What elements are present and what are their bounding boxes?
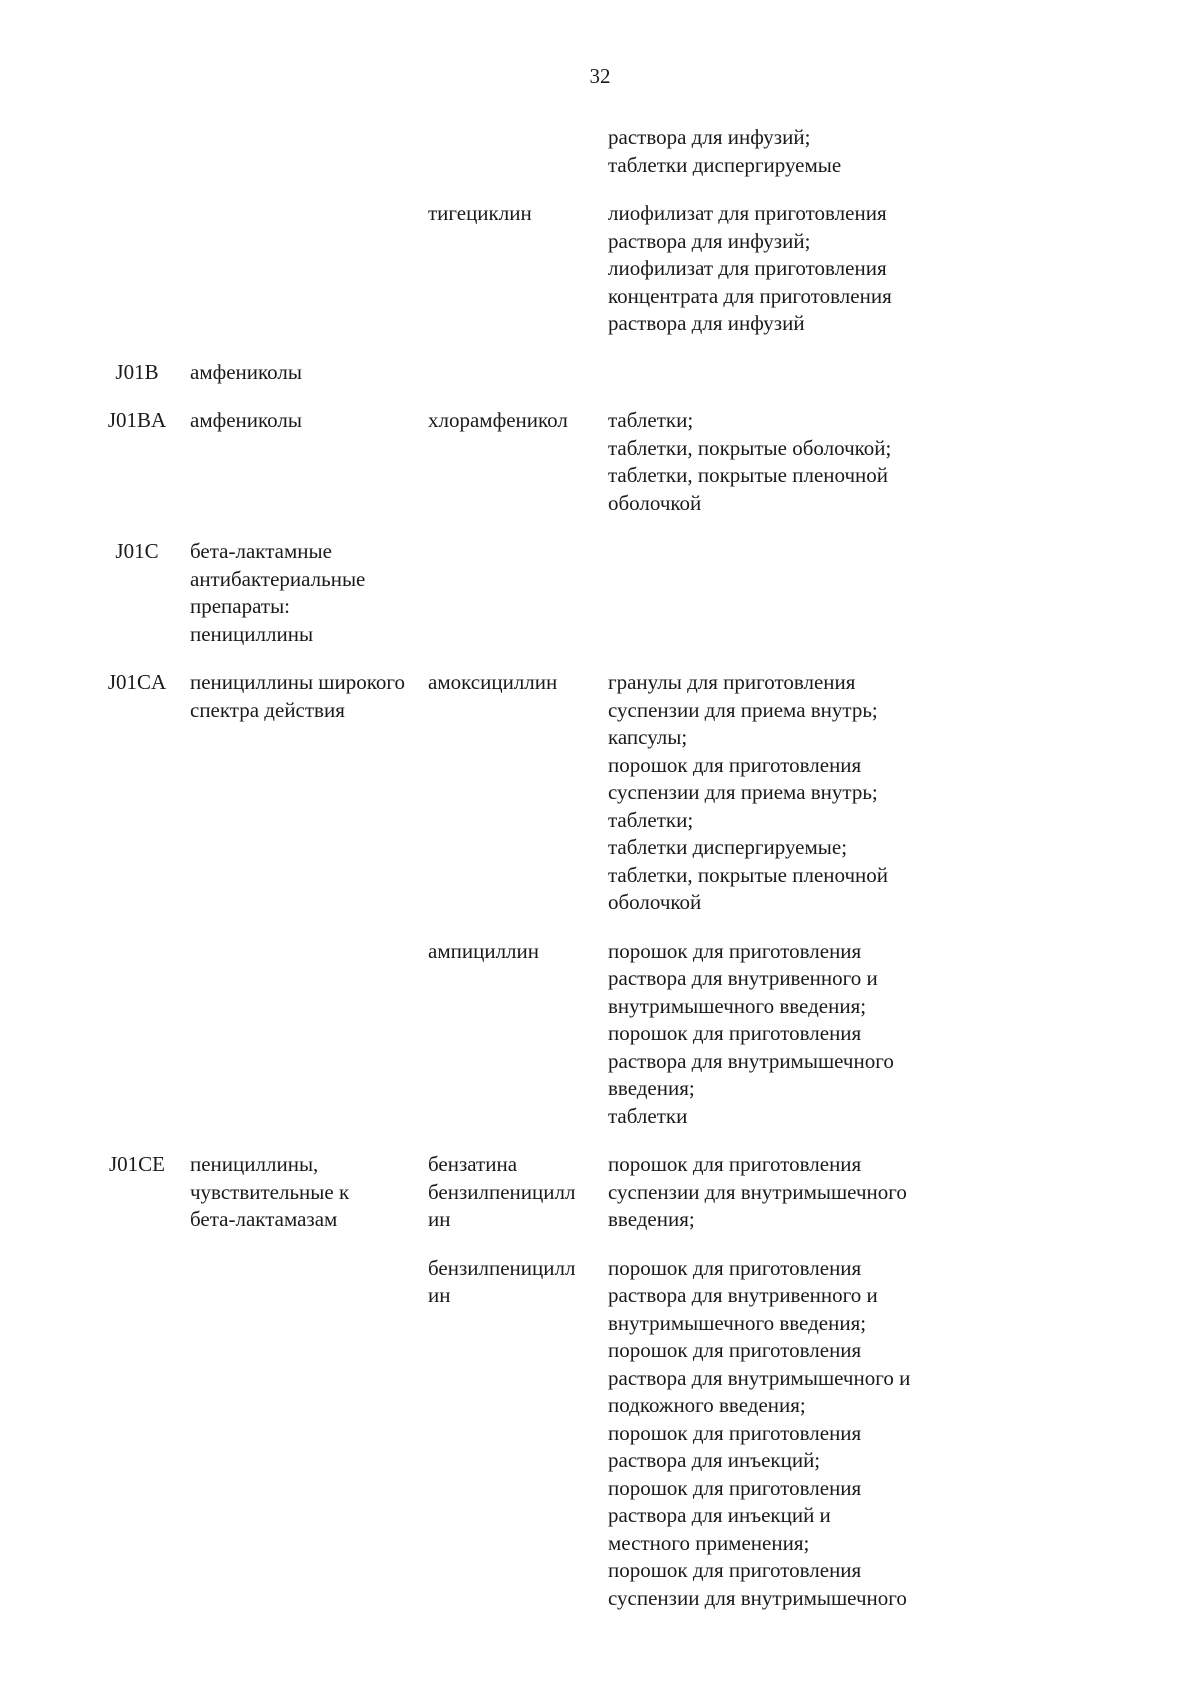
atc-group-name: амфениколы	[190, 359, 302, 384]
atc-code: J01C	[115, 539, 159, 563]
table-row	[0, 538, 1200, 648]
dosage-forms: порошок для приготовления раствора для внутривенного и внутримышечного введения; порошок для приготовления раствора для внутримышечного и подкожного введения; порошок для приготовления раствора для инъекций; порошок для приготовления раствора для инъекций и местного применения; порошок для приготовления суспензии для внутримышечного	[608, 1255, 911, 1610]
dosage-forms: лиофилизат для приготовления раствора для инфузий; лиофилизат для приготовления концентрата для приготовления раствора для инфузий	[608, 201, 892, 335]
drug-name: бензатина бензилпеницилл ин	[428, 1152, 576, 1231]
table-row	[0, 124, 1200, 179]
table-row	[0, 669, 1200, 917]
atc-code: J01CA	[107, 670, 167, 694]
drug-name: тигециклин	[428, 201, 532, 225]
atc-group-name: пенициллины, чувствительные к бета-лактамазам	[190, 1152, 350, 1231]
atc-group-name: пенициллины широкого спектра действия	[190, 670, 405, 722]
dosage-forms: раствора для инфузий; таблетки диспергируемые	[608, 125, 842, 177]
dosage-forms: порошок для приготовления раствора для внутривенного и внутримышечного введения; порошок для приготовления раствора для внутримышечного введения; таблетки	[608, 938, 894, 1128]
drug-name: ампициллин	[428, 938, 539, 963]
table-row	[0, 200, 1200, 338]
dosage-forms: таблетки; таблетки, покрытые оболочкой; таблетки, покрытые пленочной оболочкой	[608, 408, 892, 515]
drug-table	[0, 124, 1200, 1633]
atc-code: J01B	[115, 359, 159, 384]
drug-name: бензилпеницилл ин	[428, 1255, 576, 1307]
table-row	[0, 359, 1200, 387]
page-number: 32	[589, 64, 611, 88]
atc-group-name: амфениколы	[190, 408, 302, 432]
table-row	[0, 407, 1200, 517]
table-row	[0, 1255, 1200, 1613]
atc-code: J01BA	[107, 408, 167, 432]
drug-name: амоксициллин	[428, 670, 558, 694]
table-row	[0, 938, 1200, 1131]
atc-code: J01CE	[108, 1152, 165, 1176]
atc-group-name: бета-лактамные антибактериальные препараты: пенициллины	[190, 539, 366, 646]
table-row	[0, 1151, 1200, 1234]
dosage-forms: порошок для приготовления суспензии для внутримышечного введения;	[608, 1152, 907, 1231]
drug-name: хлорамфеникол	[428, 408, 568, 432]
dosage-forms: гранулы для приготовления суспензии для приема внутрь; капсулы; порошок для приготовления суспензии для приема внутрь; таблетки; таблетки диспергируемые; таблетки, покрытые пленочной оболочкой	[608, 670, 889, 914]
